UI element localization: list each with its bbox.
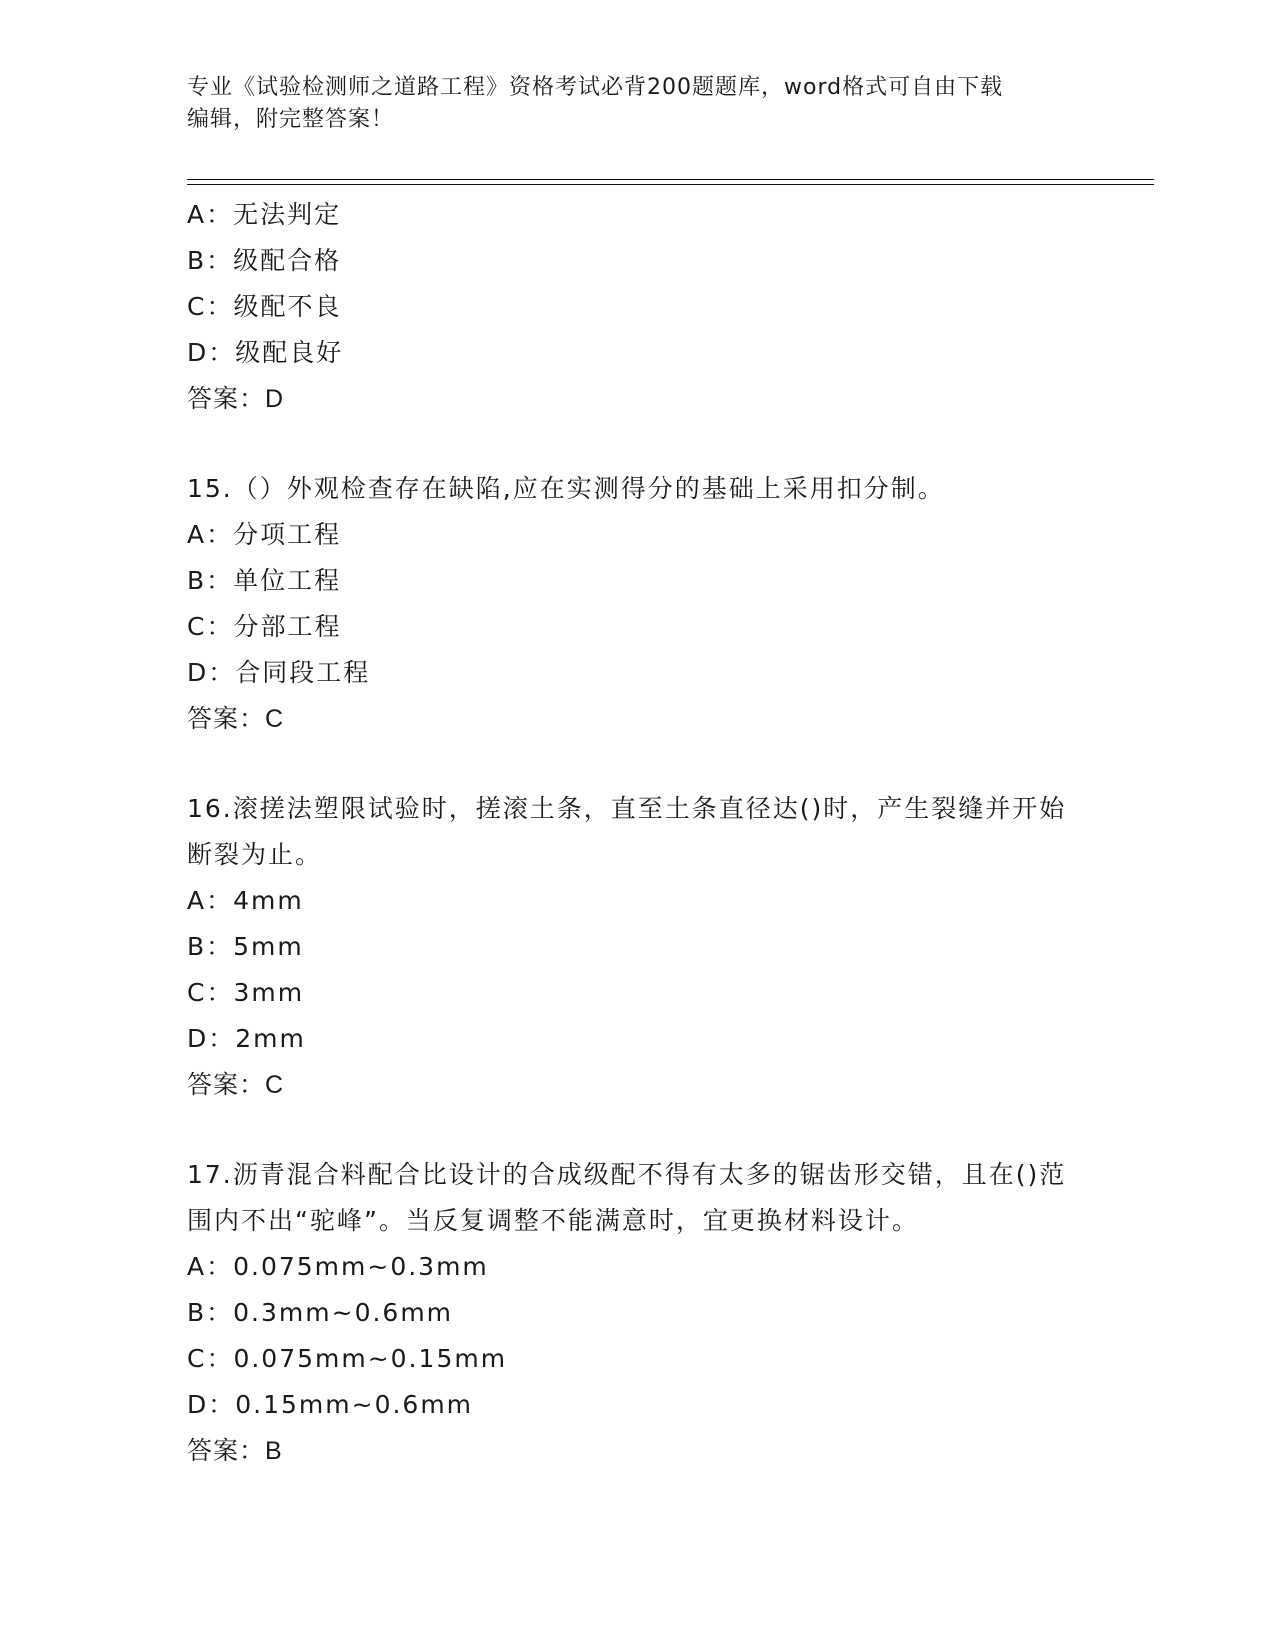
option-c: C：0.075mm~0.15mm [187, 1344, 508, 1373]
header-divider-top [187, 179, 1154, 180]
option-b: B：5mm [187, 932, 304, 961]
question-list [187, 192, 1087, 1474]
question-stem: 15.（）外观检查存在缺陷,应在实测得分的基础上采用扣分制。 [187, 474, 945, 503]
option-d: D：0.15mm~0.6mm [187, 1390, 474, 1419]
header-divider-bottom [187, 184, 1154, 185]
option-a: A：无法判定 [187, 200, 342, 229]
question-15 [187, 466, 1087, 742]
option-c: C：分部工程 [187, 612, 342, 641]
answer: 答案：D [187, 385, 285, 413]
option-c: C：级配不良 [187, 292, 342, 321]
option-c: C：3mm [187, 978, 305, 1007]
option-d: D：合同段工程 [187, 658, 371, 687]
option-b: B：级配合格 [187, 246, 342, 275]
header-line-1: 专业《试验检测师之道路工程》资格考试必背200题题库，word格式可自由下载 [187, 75, 1004, 100]
option-a: A：4mm [187, 886, 304, 915]
question-14 [187, 192, 1087, 422]
header-line-2: 编辑，附完整答案！ [187, 107, 395, 132]
option-a: A：0.075mm~0.3mm [187, 1252, 489, 1281]
answer: 答案：B [187, 1437, 283, 1465]
option-d: D：级配良好 [187, 338, 344, 367]
question-17 [187, 1152, 1087, 1474]
answer: 答案：C [187, 1071, 285, 1099]
option-d: D：2mm [187, 1024, 306, 1053]
question-stem: 17.沥青混合料配合比设计的合成级配不得有太多的锯齿形交错，且在()范围内不出“驼峰”。当反复调整不能满意时，宜更换材料设计。 [187, 1160, 1067, 1235]
question-stem: 16.滚搓法塑限试验时，搓滚土条，直至土条直径达()时，产生裂缝并开始断裂为止。 [187, 794, 1067, 869]
option-a: A：分项工程 [187, 520, 342, 549]
option-b: B：单位工程 [187, 566, 342, 595]
document-header [187, 72, 1077, 136]
option-b: B：0.3mm~0.6mm [187, 1298, 454, 1327]
question-16 [187, 786, 1087, 1108]
answer: 答案：C [187, 705, 285, 733]
